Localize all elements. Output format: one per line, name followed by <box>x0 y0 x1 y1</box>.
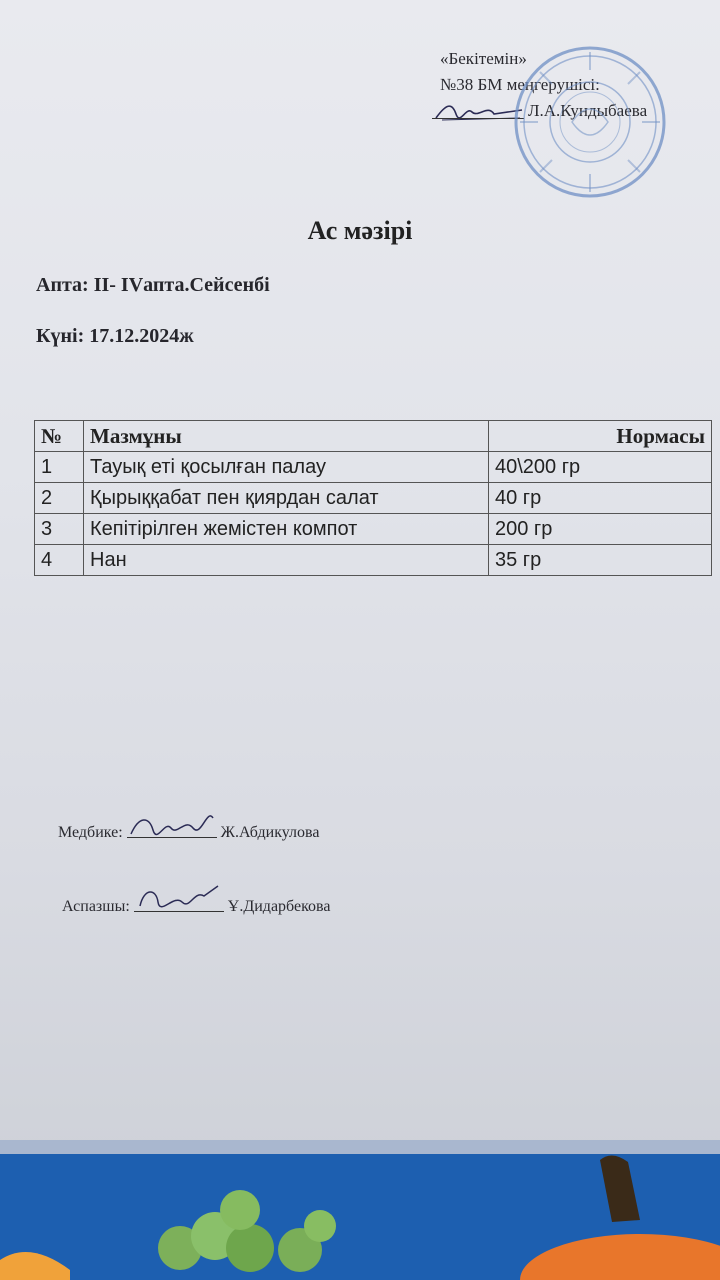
background-poster <box>0 1140 720 1280</box>
nurse-signature-icon <box>127 816 217 842</box>
row-number: 2 <box>35 483 84 514</box>
row-dish: Тауық еті қосылған палау <box>84 452 489 483</box>
approval-position: №38 БМ меңгерушісі: <box>440 75 600 94</box>
menu-table <box>34 420 712 576</box>
header-content: Мазмұны <box>84 421 489 452</box>
cook-name: Ұ.Дидарбекова <box>227 898 331 915</box>
cook-signature-block <box>62 890 330 916</box>
row-dish: Қырыққабат пен қиярдан салат <box>84 483 489 514</box>
official-seal-icon <box>512 44 668 200</box>
row-dish: Нан <box>84 545 489 576</box>
cook-role: Аспазшы: <box>62 898 130 915</box>
row-number: 1 <box>35 452 84 483</box>
table-row <box>35 483 712 514</box>
page-title: Ас мәзірі <box>307 216 413 245</box>
week-label: Апта: II- IVапта.Сейсенбі <box>36 274 270 296</box>
table-row <box>35 545 712 576</box>
cook-signature-icon <box>134 890 224 916</box>
row-norm: 40\200 гр <box>489 452 712 483</box>
row-norm: 40 гр <box>489 483 712 514</box>
approval-director-name: Л.А.Кундыбаева <box>528 101 648 120</box>
row-norm: 35 гр <box>489 545 712 576</box>
header-number: № <box>35 421 84 452</box>
row-dish: Кепітірілген жемістен компот <box>84 514 489 545</box>
nurse-role: Медбике: <box>58 824 123 841</box>
row-norm: 200 гр <box>489 514 712 545</box>
nurse-name: Ж.Абдикулова <box>220 824 320 841</box>
table-row <box>35 452 712 483</box>
row-number: 4 <box>35 545 84 576</box>
approval-heading: «Бекітемін» <box>440 49 527 68</box>
table-row <box>35 514 712 545</box>
nurse-signature-block <box>58 816 319 842</box>
row-number: 3 <box>35 514 84 545</box>
table-header-row <box>35 421 712 452</box>
date-label: Күні: 17.12.2024ж <box>36 325 194 347</box>
approval-underline <box>432 118 524 119</box>
header-norm: Нормасы <box>489 421 712 452</box>
